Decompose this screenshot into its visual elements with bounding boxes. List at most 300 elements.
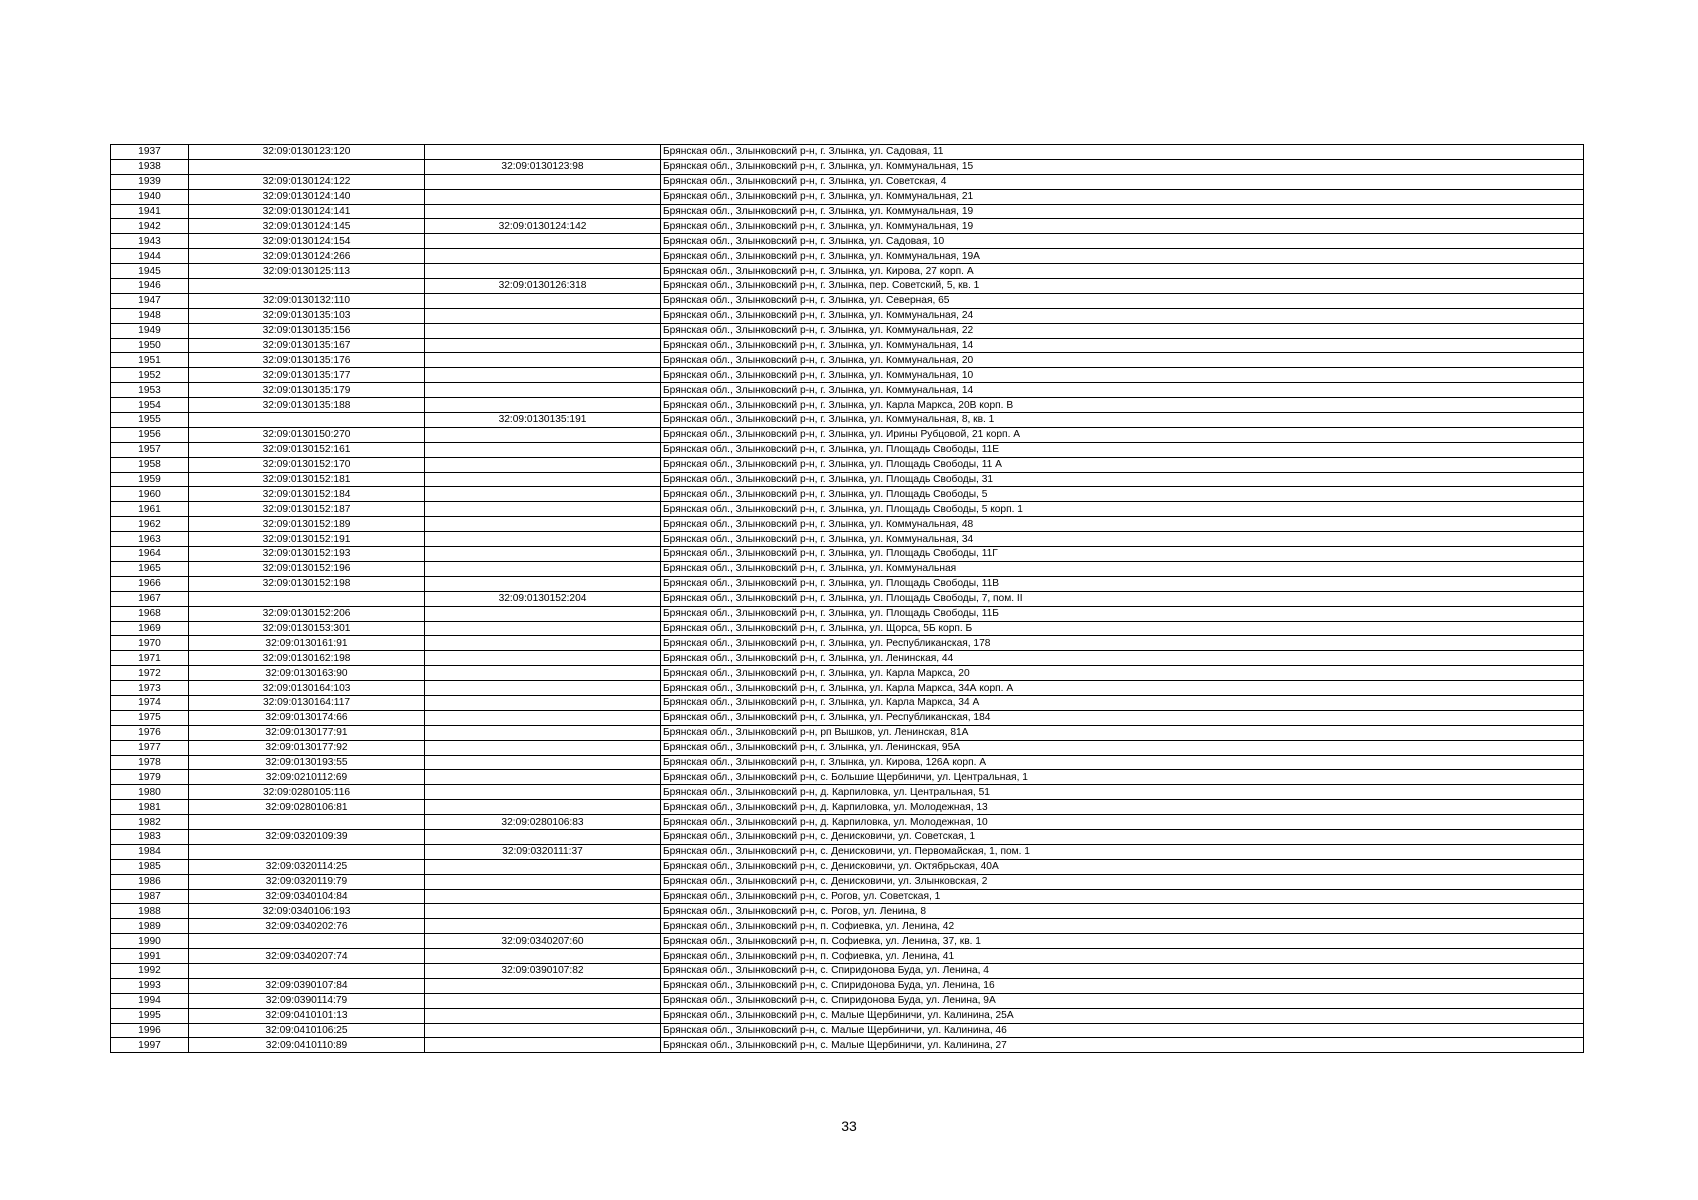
table-row — [111, 963, 1584, 978]
address-cell: Брянская обл., Злынковский р-н, с. Денисковичи, ул. Первомайская, 1, пом. 1 — [661, 844, 1584, 859]
table-row — [111, 174, 1584, 189]
parent-cadastral-number-cell — [425, 770, 661, 785]
parent-cadastral-number-cell — [425, 889, 661, 904]
address-cell: Брянская обл., Злынковский р-н, с. Большие Щербиничи, ул. Центральная, 1 — [661, 770, 1584, 785]
address-cell: Брянская обл., Злынковский р-н, г. Злынка, ул. Карла Маркса, 20В корп. В — [661, 398, 1584, 413]
cadastral-number-cell — [189, 815, 425, 830]
table-row — [111, 293, 1584, 308]
table-row — [111, 621, 1584, 636]
address-cell: Брянская обл., Злынковский р-н, с. Спиридонова Буда, ул. Ленина, 9А — [661, 993, 1584, 1008]
row-number-cell: 1996 — [111, 1023, 189, 1038]
parent-cadastral-number-cell — [425, 919, 661, 934]
parent-cadastral-number-cell — [425, 740, 661, 755]
row-number-cell: 1977 — [111, 740, 189, 755]
cadastral-number-cell: 32:09:0130135:167 — [189, 338, 425, 353]
table-row — [111, 889, 1584, 904]
parent-cadastral-number-cell — [425, 532, 661, 547]
parent-cadastral-number-cell — [425, 174, 661, 189]
row-number-cell: 1943 — [111, 234, 189, 249]
address-cell: Брянская обл., Злынковский р-н, д. Карпиловка, ул. Молодежная, 10 — [661, 815, 1584, 830]
row-number-cell: 1968 — [111, 606, 189, 621]
row-number-cell: 1993 — [111, 978, 189, 993]
address-cell: Брянская обл., Злынковский р-н, рп Вышков, ул. Ленинская, 81А — [661, 725, 1584, 740]
address-cell: Брянская обл., Злынковский р-н, г. Злынка, ул. Площадь Свободы, 5 — [661, 487, 1584, 502]
cadastral-number-cell: 32:09:0130152:198 — [189, 576, 425, 591]
row-number-cell: 1954 — [111, 398, 189, 413]
parent-cadastral-number-cell: 32:09:0130124:142 — [425, 219, 661, 234]
parent-cadastral-number-cell — [425, 859, 661, 874]
table-row — [111, 829, 1584, 844]
cadastral-number-cell: 32:09:0130164:103 — [189, 681, 425, 696]
row-number-cell: 1979 — [111, 770, 189, 785]
cadastral-number-cell: 32:09:0130152:170 — [189, 457, 425, 472]
row-number-cell: 1964 — [111, 547, 189, 562]
cadastral-number-cell: 32:09:0390114:79 — [189, 993, 425, 1008]
parent-cadastral-number-cell — [425, 666, 661, 681]
cadastral-number-cell: 32:09:0410110:89 — [189, 1038, 425, 1053]
cadastral-number-cell: 32:09:0320109:39 — [189, 829, 425, 844]
table-row — [111, 919, 1584, 934]
address-cell: Брянская обл., Злынковский р-н, г. Злынка, ул. Кирова, 126А корп. А — [661, 755, 1584, 770]
cadastral-number-cell: 32:09:0130164:117 — [189, 695, 425, 710]
table-row — [111, 1008, 1584, 1023]
table-row — [111, 859, 1584, 874]
cadastral-number-cell — [189, 279, 425, 294]
row-number-cell: 1959 — [111, 472, 189, 487]
address-cell: Брянская обл., Злынковский р-н, г. Злынка, ул. Коммунальная, 19А — [661, 249, 1584, 264]
row-number-cell: 1938 — [111, 159, 189, 174]
table-row — [111, 1038, 1584, 1053]
cadastral-number-cell: 32:09:0130152:181 — [189, 472, 425, 487]
registry-table — [110, 144, 1584, 1053]
table-row — [111, 204, 1584, 219]
cadastral-number-cell: 32:09:0320119:79 — [189, 874, 425, 889]
address-cell: Брянская обл., Злынковский р-н, г. Злынка, ул. Республиканская, 184 — [661, 710, 1584, 725]
address-cell: Брянская обл., Злынковский р-н, г. Злынка, ул. Коммунальная, 24 — [661, 308, 1584, 323]
row-number-cell: 1951 — [111, 353, 189, 368]
table-row — [111, 651, 1584, 666]
row-number-cell: 1942 — [111, 219, 189, 234]
table-row — [111, 517, 1584, 532]
cadastral-number-cell: 32:09:0130177:92 — [189, 740, 425, 755]
row-number-cell: 1983 — [111, 829, 189, 844]
address-cell: Брянская обл., Злынковский р-н, г. Злынка, ул. Северная, 65 — [661, 293, 1584, 308]
table-row — [111, 457, 1584, 472]
cadastral-number-cell — [189, 159, 425, 174]
cadastral-number-cell: 32:09:0130163:90 — [189, 666, 425, 681]
row-number-cell: 1990 — [111, 934, 189, 949]
row-number-cell: 1955 — [111, 413, 189, 428]
table-row — [111, 159, 1584, 174]
cadastral-number-cell: 32:09:0130152:187 — [189, 502, 425, 517]
cadastral-number-cell: 32:09:0130125:113 — [189, 264, 425, 279]
parent-cadastral-number-cell — [425, 204, 661, 219]
row-number-cell: 1947 — [111, 293, 189, 308]
row-number-cell: 1967 — [111, 591, 189, 606]
cadastral-number-cell: 32:09:0320114:25 — [189, 859, 425, 874]
address-cell: Брянская обл., Злынковский р-н, г. Злынка, ул. Карла Маркса, 20 — [661, 666, 1584, 681]
row-number-cell: 1939 — [111, 174, 189, 189]
parent-cadastral-number-cell — [425, 681, 661, 696]
row-number-cell: 1958 — [111, 457, 189, 472]
address-cell: Брянская обл., Злынковский р-н, с. Денисковичи, ул. Злынковская, 2 — [661, 874, 1584, 889]
row-number-cell: 1953 — [111, 383, 189, 398]
address-cell: Брянская обл., Злынковский р-н, с. Малые Щербиничи, ул. Калинина, 46 — [661, 1023, 1584, 1038]
parent-cadastral-number-cell — [425, 606, 661, 621]
cadastral-number-cell: 32:09:0130135:179 — [189, 383, 425, 398]
table-row — [111, 681, 1584, 696]
table-row — [111, 770, 1584, 785]
cadastral-number-cell: 32:09:0130152:189 — [189, 517, 425, 532]
row-number-cell: 1994 — [111, 993, 189, 1008]
row-number-cell: 1966 — [111, 576, 189, 591]
parent-cadastral-number-cell: 32:09:0340207:60 — [425, 934, 661, 949]
address-cell: Брянская обл., Злынковский р-н, г. Злынка, ул. Коммунальная, 8, кв. 1 — [661, 413, 1584, 428]
address-cell: Брянская обл., Злынковский р-н, с. Рогов, ул. Советская, 1 — [661, 889, 1584, 904]
table-row — [111, 695, 1584, 710]
address-cell: Брянская обл., Злынковский р-н, г. Злынка, ул. Коммунальная, 20 — [661, 353, 1584, 368]
address-cell: Брянская обл., Злынковский р-н, г. Злынка, ул. Карла Маркса, 34А корп. А — [661, 681, 1584, 696]
parent-cadastral-number-cell — [425, 755, 661, 770]
cadastral-number-cell — [189, 591, 425, 606]
cadastral-number-cell: 32:09:0410101:13 — [189, 1008, 425, 1023]
row-number-cell: 1987 — [111, 889, 189, 904]
parent-cadastral-number-cell — [425, 800, 661, 815]
row-number-cell: 1962 — [111, 517, 189, 532]
address-cell: Брянская обл., Злынковский р-н, г. Злынка, ул. Коммунальная, 34 — [661, 532, 1584, 547]
table-row — [111, 904, 1584, 919]
parent-cadastral-number-cell — [425, 368, 661, 383]
parent-cadastral-number-cell — [425, 517, 661, 532]
address-cell: Брянская обл., Злынковский р-н, г. Злынка, пер. Советский, 5, кв. 1 — [661, 279, 1584, 294]
table-row — [111, 606, 1584, 621]
row-number-cell: 1946 — [111, 279, 189, 294]
parent-cadastral-number-cell — [425, 621, 661, 636]
cadastral-number-cell: 32:09:0280105:116 — [189, 785, 425, 800]
address-cell: Брянская обл., Злынковский р-н, г. Злынка, ул. Площадь Свободы, 11Б — [661, 606, 1584, 621]
parent-cadastral-number-cell — [425, 338, 661, 353]
table-row — [111, 413, 1584, 428]
row-number-cell: 1937 — [111, 145, 189, 160]
parent-cadastral-number-cell — [425, 547, 661, 562]
address-cell: Брянская обл., Злынковский р-н, г. Злынка, ул. Коммунальная, 19 — [661, 219, 1584, 234]
parent-cadastral-number-cell — [425, 502, 661, 517]
table-row — [111, 949, 1584, 964]
cadastral-number-cell: 32:09:0280106:81 — [189, 800, 425, 815]
address-cell: Брянская обл., Злынковский р-н, с. Денисковичи, ул. Советская, 1 — [661, 829, 1584, 844]
cadastral-number-cell: 32:09:0130124:266 — [189, 249, 425, 264]
cadastral-number-cell: 32:09:0340104:84 — [189, 889, 425, 904]
row-number-cell: 1973 — [111, 681, 189, 696]
table-row — [111, 145, 1584, 160]
address-cell: Брянская обл., Злынковский р-н, с. Денисковичи, ул. Октябрьская, 40А — [661, 859, 1584, 874]
parent-cadastral-number-cell — [425, 710, 661, 725]
parent-cadastral-number-cell — [425, 636, 661, 651]
table-row — [111, 442, 1584, 457]
address-cell: Брянская обл., Злынковский р-н, п. Софиевка, ул. Ленина, 37, кв. 1 — [661, 934, 1584, 949]
parent-cadastral-number-cell — [425, 785, 661, 800]
row-number-cell: 1995 — [111, 1008, 189, 1023]
row-number-cell: 1978 — [111, 755, 189, 770]
row-number-cell: 1989 — [111, 919, 189, 934]
address-cell: Брянская обл., Злынковский р-н, д. Карпиловка, ул. Центральная, 51 — [661, 785, 1584, 800]
table-row — [111, 785, 1584, 800]
table-row — [111, 800, 1584, 815]
row-number-cell: 1961 — [111, 502, 189, 517]
address-cell: Брянская обл., Злынковский р-н, г. Злынка, ул. Площадь Свободы, 11Е — [661, 442, 1584, 457]
cadastral-number-cell: 32:09:0130135:176 — [189, 353, 425, 368]
cadastral-number-cell: 32:09:0130132:110 — [189, 293, 425, 308]
cadastral-number-cell: 32:09:0130135:188 — [189, 398, 425, 413]
cadastral-number-cell: 32:09:0130135:103 — [189, 308, 425, 323]
table-row — [111, 383, 1584, 398]
row-number-cell: 1975 — [111, 710, 189, 725]
cadastral-number-cell: 32:09:0130152:161 — [189, 442, 425, 457]
row-number-cell: 1965 — [111, 561, 189, 576]
table-row — [111, 234, 1584, 249]
parent-cadastral-number-cell — [425, 472, 661, 487]
parent-cadastral-number-cell — [425, 949, 661, 964]
row-number-cell: 1945 — [111, 264, 189, 279]
row-number-cell: 1991 — [111, 949, 189, 964]
table-row — [111, 427, 1584, 442]
parent-cadastral-number-cell — [425, 904, 661, 919]
row-number-cell: 1980 — [111, 785, 189, 800]
parent-cadastral-number-cell — [425, 457, 661, 472]
address-cell: Брянская обл., Злынковский р-н, г. Злынка, ул. Коммунальная, 14 — [661, 383, 1584, 398]
row-number-cell: 1952 — [111, 368, 189, 383]
parent-cadastral-number-cell — [425, 1023, 661, 1038]
cadastral-number-cell: 32:09:0130162:198 — [189, 651, 425, 666]
address-cell: Брянская обл., Злынковский р-н, г. Злынка, ул. Коммунальная, 14 — [661, 338, 1584, 353]
parent-cadastral-number-cell: 32:09:0280106:83 — [425, 815, 661, 830]
address-cell: Брянская обл., Злынковский р-н, г. Злынка, ул. Площадь Свободы, 11 А — [661, 457, 1584, 472]
cadastral-number-cell: 32:09:0130161:91 — [189, 636, 425, 651]
cadastral-number-cell: 32:09:0410106:25 — [189, 1023, 425, 1038]
table-row — [111, 472, 1584, 487]
table-row — [111, 1023, 1584, 1038]
table-row — [111, 755, 1584, 770]
table-row — [111, 368, 1584, 383]
cadastral-number-cell: 32:09:0130174:66 — [189, 710, 425, 725]
parent-cadastral-number-cell — [425, 293, 661, 308]
row-number-cell: 1948 — [111, 308, 189, 323]
row-number-cell: 1969 — [111, 621, 189, 636]
cadastral-number-cell: 32:09:0130124:140 — [189, 189, 425, 204]
row-number-cell: 1941 — [111, 204, 189, 219]
table-row — [111, 815, 1584, 830]
row-number-cell: 1956 — [111, 427, 189, 442]
address-cell: Брянская обл., Злынковский р-н, г. Злынка, ул. Площадь Свободы, 11В — [661, 576, 1584, 591]
address-cell: Брянская обл., Злынковский р-н, г. Злынка, ул. Республиканская, 178 — [661, 636, 1584, 651]
table-row — [111, 576, 1584, 591]
address-cell: Брянская обл., Злынковский р-н, г. Злынка, ул. Коммунальная, 48 — [661, 517, 1584, 532]
table-row — [111, 249, 1584, 264]
parent-cadastral-number-cell — [425, 442, 661, 457]
table-row — [111, 934, 1584, 949]
row-number-cell: 1971 — [111, 651, 189, 666]
parent-cadastral-number-cell — [425, 829, 661, 844]
row-number-cell: 1986 — [111, 874, 189, 889]
parent-cadastral-number-cell — [425, 874, 661, 889]
row-number-cell: 1976 — [111, 725, 189, 740]
parent-cadastral-number-cell: 32:09:0130152:204 — [425, 591, 661, 606]
cadastral-number-cell — [189, 413, 425, 428]
address-cell: Брянская обл., Злынковский р-н, г. Злынка, ул. Садовая, 10 — [661, 234, 1584, 249]
row-number-cell: 1960 — [111, 487, 189, 502]
address-cell: Брянская обл., Злынковский р-н, г. Злынка, ул. Площадь Свободы, 7, пом. II — [661, 591, 1584, 606]
table-row — [111, 487, 1584, 502]
row-number-cell: 1997 — [111, 1038, 189, 1053]
table-row — [111, 264, 1584, 279]
address-cell: Брянская обл., Злынковский р-н, г. Злынка, ул. Коммунальная, 15 — [661, 159, 1584, 174]
row-number-cell: 1944 — [111, 249, 189, 264]
table-row — [111, 338, 1584, 353]
row-number-cell: 1972 — [111, 666, 189, 681]
cadastral-number-cell: 32:09:0340202:76 — [189, 919, 425, 934]
parent-cadastral-number-cell — [425, 978, 661, 993]
cadastral-number-cell — [189, 934, 425, 949]
cadastral-number-cell: 32:09:0130152:206 — [189, 606, 425, 621]
cadastral-number-cell: 32:09:0130152:191 — [189, 532, 425, 547]
parent-cadastral-number-cell: 32:09:0130135:191 — [425, 413, 661, 428]
address-cell: Брянская обл., Злынковский р-н, г. Злынка, ул. Площадь Свободы, 31 — [661, 472, 1584, 487]
table-row — [111, 279, 1584, 294]
parent-cadastral-number-cell — [425, 383, 661, 398]
parent-cadastral-number-cell: 32:09:0130123:98 — [425, 159, 661, 174]
row-number-cell: 1940 — [111, 189, 189, 204]
parent-cadastral-number-cell — [425, 353, 661, 368]
address-cell: Брянская обл., Злынковский р-н, г. Злынка, ул. Кирова, 27 корп. А — [661, 264, 1584, 279]
table-row — [111, 636, 1584, 651]
cadastral-number-cell — [189, 844, 425, 859]
row-number-cell: 1974 — [111, 695, 189, 710]
address-cell: Брянская обл., Злынковский р-н, г. Злынка, ул. Площадь Свободы, 5 корп. 1 — [661, 502, 1584, 517]
cadastral-number-cell: 32:09:0130124:122 — [189, 174, 425, 189]
parent-cadastral-number-cell — [425, 1038, 661, 1053]
parent-cadastral-number-cell: 32:09:0390107:82 — [425, 963, 661, 978]
table-row — [111, 308, 1584, 323]
cadastral-number-cell: 32:09:0130123:120 — [189, 145, 425, 160]
row-number-cell: 1988 — [111, 904, 189, 919]
parent-cadastral-number-cell — [425, 576, 661, 591]
parent-cadastral-number-cell: 32:09:0320111:37 — [425, 844, 661, 859]
row-number-cell: 1957 — [111, 442, 189, 457]
row-number-cell: 1985 — [111, 859, 189, 874]
table-row — [111, 502, 1584, 517]
parent-cadastral-number-cell — [425, 189, 661, 204]
table-row — [111, 323, 1584, 338]
parent-cadastral-number-cell — [425, 561, 661, 576]
address-cell: Брянская обл., Злынковский р-н, п. Софиевка, ул. Ленина, 41 — [661, 949, 1584, 964]
address-cell: Брянская обл., Злынковский р-н, д. Карпиловка, ул. Молодежная, 13 — [661, 800, 1584, 815]
cadastral-number-cell: 32:09:0130152:196 — [189, 561, 425, 576]
parent-cadastral-number-cell — [425, 695, 661, 710]
parent-cadastral-number-cell — [425, 487, 661, 502]
address-cell: Брянская обл., Злынковский р-н, г. Злынка, ул. Садовая, 11 — [661, 145, 1584, 160]
parent-cadastral-number-cell — [425, 323, 661, 338]
table-row — [111, 844, 1584, 859]
address-cell: Брянская обл., Злынковский р-н, с. Спиридонова Буда, ул. Ленина, 4 — [661, 963, 1584, 978]
table-row — [111, 874, 1584, 889]
address-cell: Брянская обл., Злынковский р-н, с. Малые Щербиничи, ул. Калинина, 25А — [661, 1008, 1584, 1023]
address-cell: Брянская обл., Злынковский р-н, г. Злынка, ул. Карла Маркса, 34 А — [661, 695, 1584, 710]
cadastral-number-cell: 32:09:0130124:141 — [189, 204, 425, 219]
parent-cadastral-number-cell — [425, 651, 661, 666]
parent-cadastral-number-cell — [425, 308, 661, 323]
address-cell: Брянская обл., Злынковский р-н, г. Злынка, ул. Ленинская, 95А — [661, 740, 1584, 755]
address-cell: Брянская обл., Злынковский р-н, г. Злынка, ул. Ирины Рубцовой, 21 корп. А — [661, 427, 1584, 442]
cadastral-number-cell: 32:09:0130124:145 — [189, 219, 425, 234]
table-row — [111, 561, 1584, 576]
address-cell: Брянская обл., Злынковский р-н, г. Злынка, ул. Советская, 4 — [661, 174, 1584, 189]
address-cell: Брянская обл., Злынковский р-н, г. Злынка, ул. Площадь Свободы, 11Г — [661, 547, 1584, 562]
table-row — [111, 547, 1584, 562]
address-cell: Брянская обл., Злынковский р-н, с. Спиридонова Буда, ул. Ленина, 16 — [661, 978, 1584, 993]
address-cell: Брянская обл., Злынковский р-н, п. Софиевка, ул. Ленина, 42 — [661, 919, 1584, 934]
cadastral-number-cell: 32:09:0130150:270 — [189, 427, 425, 442]
address-cell: Брянская обл., Злынковский р-н, г. Злынка, ул. Коммунальная, 22 — [661, 323, 1584, 338]
table-row — [111, 710, 1584, 725]
table-row — [111, 725, 1584, 740]
cadastral-number-cell: 32:09:0130177:91 — [189, 725, 425, 740]
address-cell: Брянская обл., Злынковский р-н, г. Злынка, ул. Коммунальная — [661, 561, 1584, 576]
cadastral-number-cell: 32:09:0130193:55 — [189, 755, 425, 770]
parent-cadastral-number-cell — [425, 993, 661, 1008]
row-number-cell: 1982 — [111, 815, 189, 830]
parent-cadastral-number-cell — [425, 234, 661, 249]
row-number-cell: 1992 — [111, 963, 189, 978]
parent-cadastral-number-cell — [425, 249, 661, 264]
cadastral-number-cell: 32:09:0340207:74 — [189, 949, 425, 964]
address-cell: Брянская обл., Злынковский р-н, г. Злынка, ул. Щорса, 5Б корп. Б — [661, 621, 1584, 636]
table-row — [111, 666, 1584, 681]
table-row — [111, 532, 1584, 547]
row-number-cell: 1950 — [111, 338, 189, 353]
table-row — [111, 978, 1584, 993]
address-cell: Брянская обл., Злынковский р-н, г. Злынка, ул. Коммунальная, 21 — [661, 189, 1584, 204]
registry-table-body — [111, 145, 1584, 1053]
address-cell: Брянская обл., Злынковский р-н, с. Малые Щербиничи, ул. Калинина, 27 — [661, 1038, 1584, 1053]
parent-cadastral-number-cell — [425, 427, 661, 442]
address-cell: Брянская обл., Злынковский р-н, г. Злынка, ул. Ленинская, 44 — [661, 651, 1584, 666]
address-cell: Брянская обл., Злынковский р-н, г. Злынка, ул. Коммунальная, 10 — [661, 368, 1584, 383]
table-row — [111, 740, 1584, 755]
cadastral-number-cell: 32:09:0340106:193 — [189, 904, 425, 919]
row-number-cell: 1970 — [111, 636, 189, 651]
parent-cadastral-number-cell — [425, 398, 661, 413]
row-number-cell: 1984 — [111, 844, 189, 859]
cadastral-number-cell: 32:09:0130153:301 — [189, 621, 425, 636]
cadastral-number-cell: 32:09:0210112:69 — [189, 770, 425, 785]
cadastral-number-cell: 32:09:0130152:193 — [189, 547, 425, 562]
parent-cadastral-number-cell — [425, 725, 661, 740]
address-cell: Брянская обл., Злынковский р-н, г. Злынка, ул. Коммунальная, 19 — [661, 204, 1584, 219]
table-row — [111, 398, 1584, 413]
cadastral-number-cell: 32:09:0130135:177 — [189, 368, 425, 383]
cadastral-number-cell: 32:09:0390107:84 — [189, 978, 425, 993]
cadastral-number-cell: 32:09:0130152:184 — [189, 487, 425, 502]
table-row — [111, 219, 1584, 234]
parent-cadastral-number-cell — [425, 145, 661, 160]
row-number-cell: 1981 — [111, 800, 189, 815]
cadastral-number-cell: 32:09:0130124:154 — [189, 234, 425, 249]
table-row — [111, 353, 1584, 368]
parent-cadastral-number-cell — [425, 1008, 661, 1023]
cadastral-number-cell — [189, 963, 425, 978]
table-row — [111, 993, 1584, 1008]
parent-cadastral-number-cell: 32:09:0130126:318 — [425, 279, 661, 294]
